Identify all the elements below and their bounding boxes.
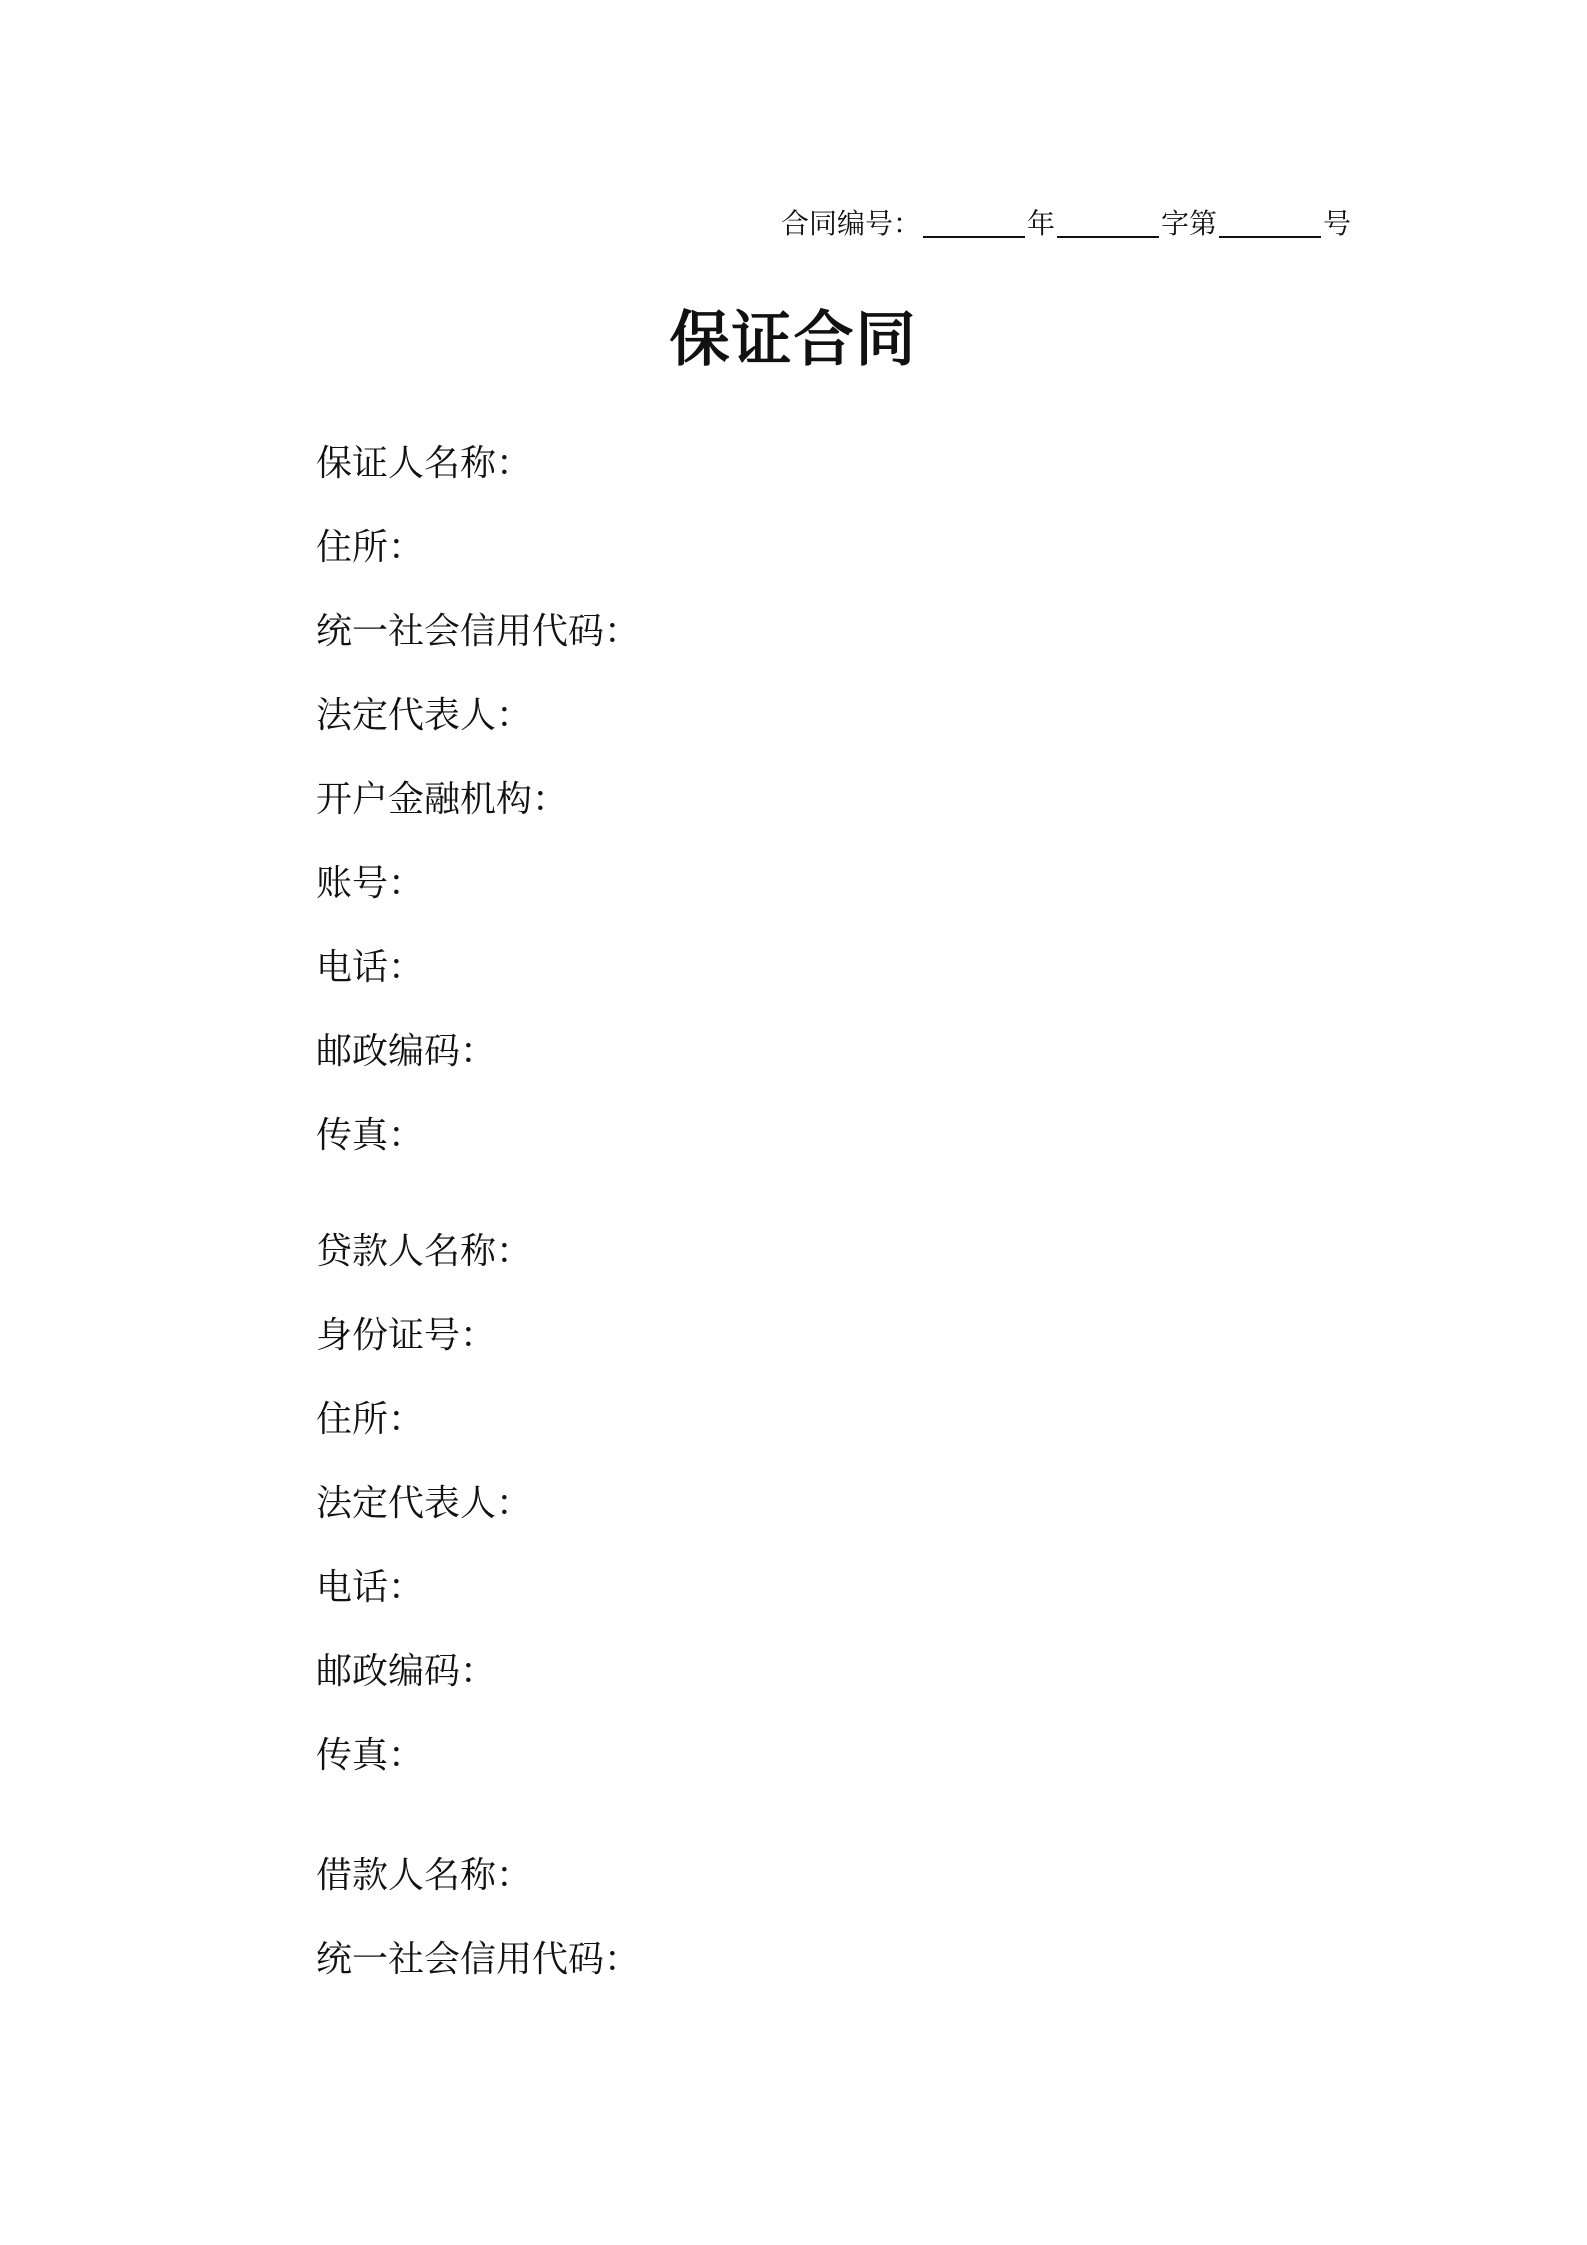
lender-address-field: 住所： [316,1399,425,1440]
contract-year-blank [923,208,1025,238]
year-char: 年 [1026,207,1055,240]
borrower-section [316,1834,640,2002]
contract-prefix-blank [1057,208,1159,238]
document-title: 保证合同 [669,305,918,375]
guarantor-credit-code-field: 统一社会信用代码： [316,611,641,652]
borrower-name-field: 借款人名称： [316,1855,533,1896]
guarantor-phone-field: 电话： [316,947,425,988]
contract-number-label: 合同编号： [780,207,921,240]
guarantor-fax-field: 传真： [316,1115,425,1156]
guarantor-bank-field: 开户金融机构： [316,779,569,820]
lender-phone-field: 电话： [316,1567,425,1608]
guarantor-legal-rep-field: 法定代表人： [316,695,533,736]
borrower-credit-code-field: 统一社会信用代码： [316,1939,641,1980]
lender-postcode-field: 邮政编码： [316,1651,497,1692]
contract-serial-blank [1219,208,1321,238]
guarantor-address-field: 住所： [316,527,425,568]
guarantor-section [316,422,640,1178]
zi-di-chars: 字第 [1160,207,1217,240]
hao-char: 号 [1322,207,1351,240]
lender-section [316,1210,532,1798]
guarantor-postcode-field: 邮政编码： [316,1031,497,1072]
guarantor-name-field: 保证人名称： [316,443,533,484]
contract-number-line [781,204,1351,244]
lender-name-field: 贷款人名称： [316,1231,533,1272]
lender-fax-field: 传真： [316,1735,425,1776]
lender-legal-rep-field: 法定代表人： [316,1483,533,1524]
lender-id-field: 身份证号： [316,1315,497,1356]
guarantor-account-field: 账号： [316,863,425,904]
